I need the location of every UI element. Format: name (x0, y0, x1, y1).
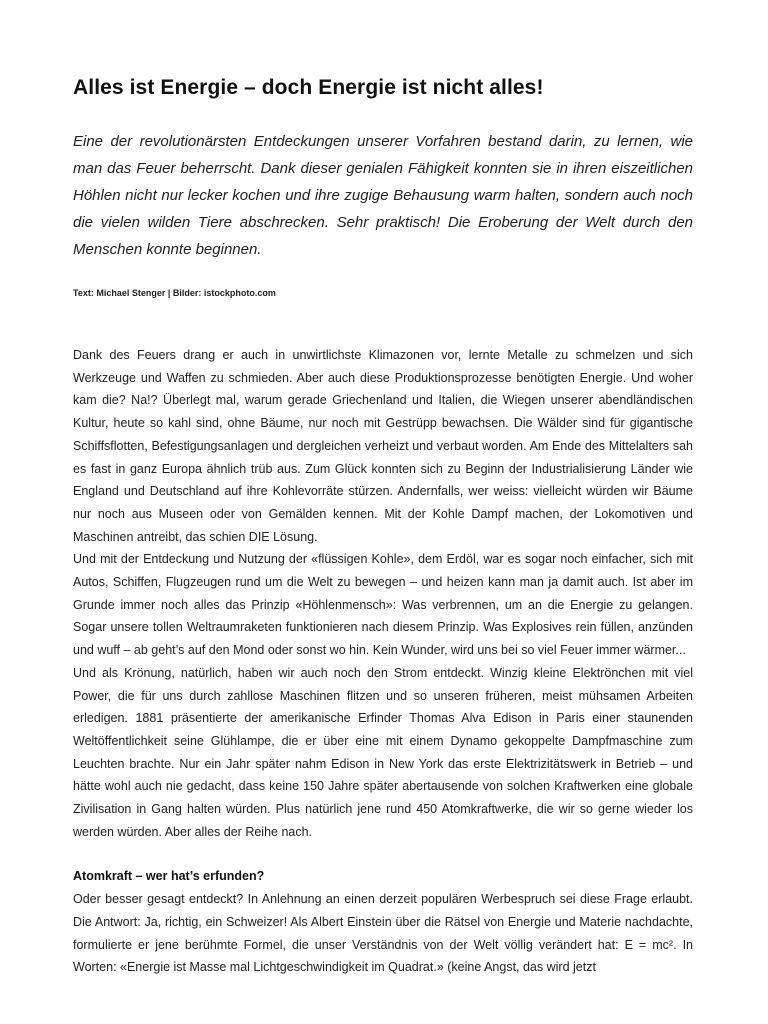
body-paragraph: Dank des Feuers drang er auch in unwirtlichste Klimazonen vor, lernte Metalle zu schmelzen und sich Werkzeuge und Waffen zu schmieden. Aber auch diese Produktionsprozesse benötigten Energie. Und woher kam die? Na!? Überlegt mal, warum gerade Griechenland und Italien, die Wiegen unserer abendländischen Kultur, heute so kahl sind, ohne Bäume, nur noch mit Gestrüpp bewachsen. Die Wälder sind für gigantische Schiffsflotten, Befestigungsanlagen und dergleichen verheizt und verbaut worden. Am Ende des Mittelalters sah es fast in ganz Europa ähnlich trüb aus. Zum Glück konnten sich zu Beginn der Industrialisierung Länder wie England und Deutschland auf ihre Kohlevorräte stürzen. Andernfalls, wer weiss: vielleicht würden wir Bäume nur noch aus Museen oder von Gemälden kennen. Mit der Kohle Dampf machen, der Lokomotiven und Maschinen antreibt, das schien DIE Lösung. (73, 348, 693, 544)
section-heading: Atomkraft – wer hat’s erfunden? (73, 869, 265, 884)
article-body (73, 344, 693, 979)
document-page (73, 74, 693, 979)
article-lead: Eine der revolutionärsten Entdeckungen unserer Vorfahren bestand darin, zu lernen, wie man das Feuer beherrscht. Dank dieser genialen Fähigkeit konnten sie in ihren eiszeitlichen Höhlen nicht nur lecker kochen und ihre zugige Behausung warm halten, sondern auch noch die vielen wilden Tiere abschrecken. Sehr praktisch! Die Eroberung der Welt durch den Menschen konnte beginnen. (73, 133, 693, 258)
article-title: Alles ist Energie – doch Energie ist nicht alles! (73, 76, 544, 99)
body-paragraph: Und als Krönung, natürlich, haben wir auch noch den Strom entdeckt. Winzig kleine Elektrönchen mit viel Power, die für uns durch zahllose Maschinen flitzen und so unseren früheren, meist mühsamen Arbeiten erledigen. 1881 präsentierte der amerikanische Erfinder Thomas Alva Edison in Paris einer staunenden Weltöffentlichkeit seine Glühlampe, die er über eine mit einem Dynamo gekoppelte Dampfmaschine zum Leuchten brachte. Nur ein Jahr später nahm Edison in New York das erste Elektrizitätswerk in Betrieb – und hätte wohl auch nie gedacht, dass keine 150 Jahre später abertausende von solchen Kraftwerken eine globale Zivilisation in Gang halten würden. Plus natürlich jene rund 450 Atomkraftwerke, die wir so gerne wieder los werden würden. Aber alles der Reihe nach. (73, 665, 693, 839)
article-credit: Text: Michael Stenger | Bilder: istockphoto.com (73, 288, 276, 298)
body-paragraph: Und mit der Entdeckung und Nutzung der «flüssigen Kohle», dem Erdöl, war es sogar noch einfacher, sich mit Autos, Schiffen, Flugzeugen rund um die Welt zu bewegen – und heizen kann man ja damit auch. Ist aber im Grunde immer noch alles das Prinzip «Höhlenmensch»: Was verbrennen, um an die Energie zu gelangen. Sogar unsere tollen Weltraumraketen funktionieren nach diesem Prinzip. Was Explosives rein füllen, anzünden und wuff – ab geht’s auf den Mond oder sonst wo hin. Kein Wunder, wird uns bei so viel Feuer immer wärmer... (73, 552, 693, 658)
section-paragraph: Oder besser gesagt entdeckt? In Anlehnung an einen derzeit populären Werbespruch sei diese Frage erlaubt. Die Antwort: Ja, richtig, ein Schweizer! Als Albert Einstein über die Rätsel von Energie und Materie nachdachte, formulierte er jene berühmte Formel, die unser Verständnis von der Welt völlig verändert hat: E = mc². In Worten: «Energie ist Masse mal Lichtgeschwindigkeit im Quadrat.» (keine Angst, das wird jetzt (73, 892, 693, 975)
